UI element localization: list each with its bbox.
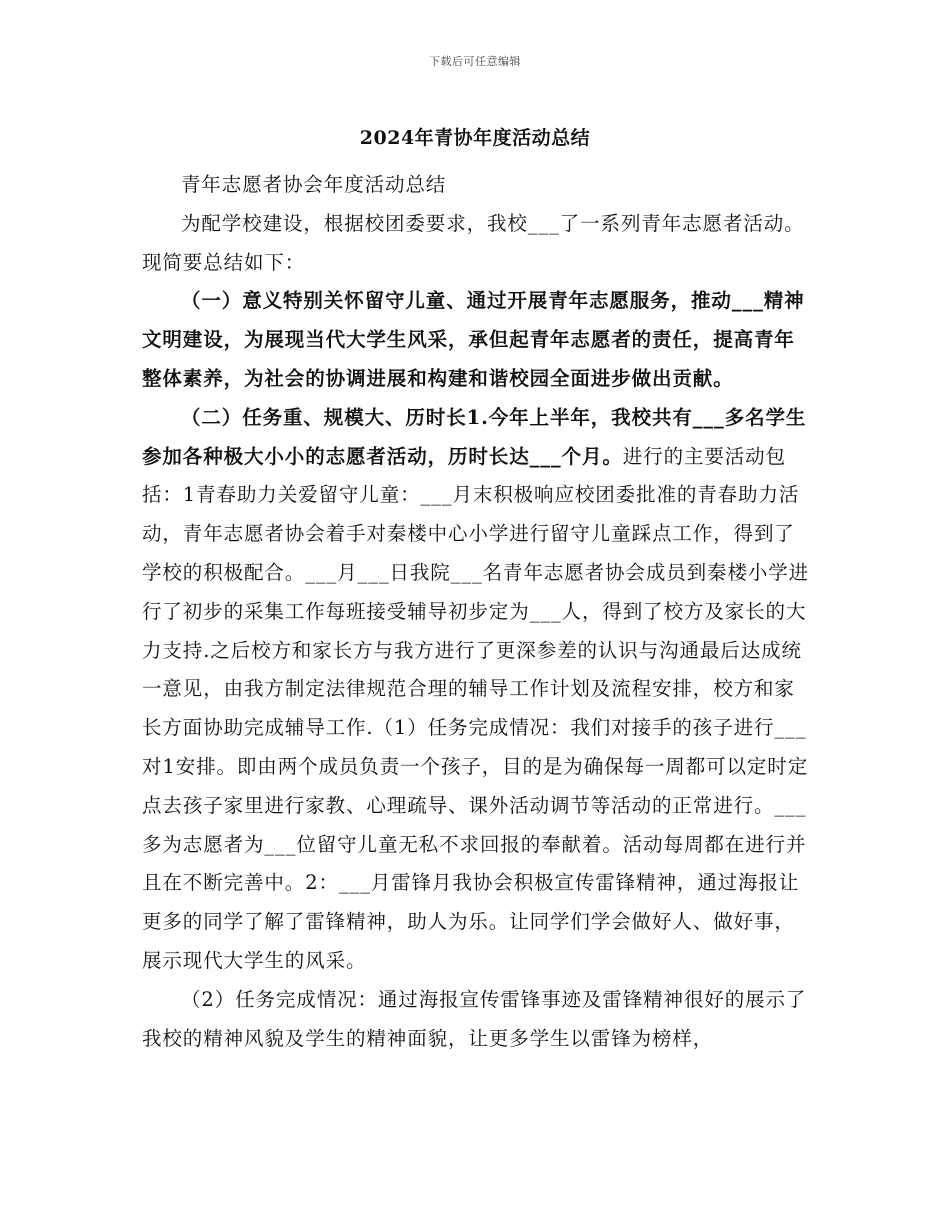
section-2-heading: （二）任务重、规模大、历时长1.今年上半年，我校共有___多名学生参加各种极大小小的志愿者活动，历时长达___个月。 [142,405,807,468]
document-body [142,166,814,1058]
paragraph-subtitle: 青年志愿者协会年度活动总结 [181,173,447,196]
paragraph-intro: 为配学校建设，根据校团委要求，我校___了一系列青年志愿者活动。现简要总结如下： [142,211,805,274]
paragraph-section-1: （一）意义特别关怀留守儿童、通过开展青年志愿服务，推动___精神文明建设，为展现当代大学生风采，承但起青年志愿者的责任，提高青年整体素养，为社会的协调进展和构建和谐校园全面进步做出贡献。 [142,289,805,390]
header-note: 下载后可任意编辑 [429,55,521,68]
document-title: 2024年青协年度活动总结 [359,127,591,149]
paragraph-section-2 [142,399,814,981]
paragraph-task-status: （2）任务完成情况：通过海报宣传雷锋事迹及雷锋精神很好的展示了我校的精神风貌及学生的精神面貌，让更多学生以雷锋为榜样， [142,987,807,1050]
section-2-body: 进行的主要活动包括：1青春助力关爱留守儿童：___月末积极响应校团委批准的青春助力活动，青年志愿者协会着手对秦楼中心小学进行留守儿童踩点工作，得到了学校的积极配合。___月___日我院___名青年志愿者协会成员到秦楼小学进行了初步的采集工作每班接受辅导初步定为___人，得到了校方及家长的大力支持.之后校方和家长方与我方进行了更深参差的认识与沟通最后达成统一意见，由我方制定法律规范合理的辅导工作计划及流程安排，校方和家长方面协助完成辅导工作.（1）任务完成情况：我们对接手的孩子进行___对1安排。即由两个成员负责一个孩子，目的是为确保每一周都可以定时定点去孩子家里进行家教、心理疏导、课外活动调节等活动的正常进行。___多为志愿者为___位留守儿童无私不求回报的奉献着。活动每周都在进行并且在不断完善中。2：___月雷锋月我协会积极宣传雷锋精神，通过海报让更多的同学了解了雷锋精神，助人为乐。让同学们学会做好人、做好事，展示现代大学生的风采。 [142,444,810,972]
